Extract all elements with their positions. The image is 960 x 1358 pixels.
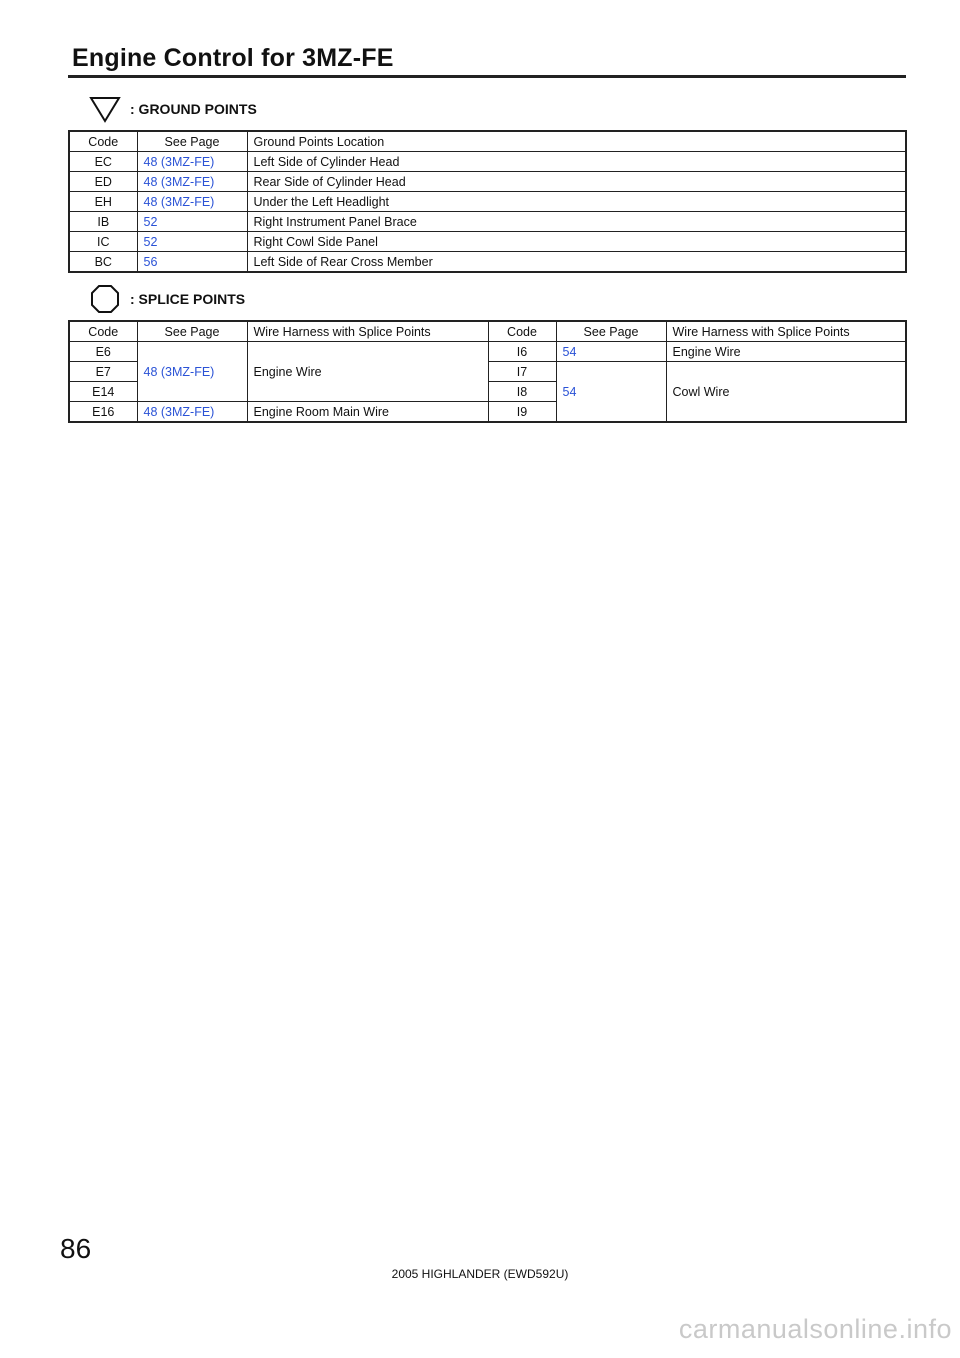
ground-location: Rear Side of Cylinder Head: [247, 172, 906, 192]
see-page-link[interactable]: 48 (3MZ-FE): [137, 402, 247, 423]
splice-code: E16: [69, 402, 137, 423]
wire-harness: Engine Room Main Wire: [247, 402, 488, 423]
ground-points-legend: [80, 92, 257, 126]
column-header: Wire Harness with Splice Points: [666, 321, 906, 342]
ground-location: Under the Left Headlight: [247, 192, 906, 212]
table-header-row: [69, 321, 906, 342]
ground-code: ED: [69, 172, 137, 192]
splice-points-legend: [80, 282, 245, 316]
column-header: Code: [488, 321, 556, 342]
ground-points-heading: : GROUND POINTS: [130, 101, 257, 117]
splice-code: I6: [488, 342, 556, 362]
table-row: [69, 212, 906, 232]
table-row: [69, 192, 906, 212]
see-page-link[interactable]: 54: [556, 342, 666, 362]
column-header: See Page: [556, 321, 666, 342]
ground-code: EC: [69, 152, 137, 172]
column-header: Code: [69, 321, 137, 342]
see-page-link[interactable]: 56: [137, 252, 247, 273]
table-row: [69, 342, 906, 362]
wire-harness: Engine Wire: [247, 342, 488, 402]
column-header: Code: [69, 131, 137, 152]
ground-location: Left Side of Cylinder Head: [247, 152, 906, 172]
octagon-icon: [80, 282, 130, 316]
ground-location: Right Cowl Side Panel: [247, 232, 906, 252]
splice-points-table: [68, 320, 907, 423]
see-page-link[interactable]: 48 (3MZ-FE): [137, 172, 247, 192]
ground-location: Right Instrument Panel Brace: [247, 212, 906, 232]
wire-harness: Engine Wire: [666, 342, 906, 362]
ground-code: BC: [69, 252, 137, 273]
see-page-link[interactable]: 48 (3MZ-FE): [137, 342, 247, 402]
table-row: [69, 232, 906, 252]
see-page-link[interactable]: 54: [556, 362, 666, 423]
column-header: See Page: [137, 321, 247, 342]
ground-code: IB: [69, 212, 137, 232]
page-number: 86: [60, 1233, 92, 1264]
table-row: [69, 152, 906, 172]
table-header-row: [69, 131, 906, 152]
footer-text: 2005 HIGHLANDER (EWD592U): [391, 1267, 569, 1281]
column-header: See Page: [137, 131, 247, 152]
table-row: [69, 252, 906, 273]
ground-points-table: [68, 130, 907, 273]
see-page-link[interactable]: 48 (3MZ-FE): [137, 192, 247, 212]
splice-code: E7: [69, 362, 137, 382]
splice-code: I8: [488, 382, 556, 402]
column-header: Ground Points Location: [247, 131, 906, 152]
see-page-link[interactable]: 48 (3MZ-FE): [137, 152, 247, 172]
title-rule: [68, 75, 906, 78]
ground-code: IC: [69, 232, 137, 252]
splice-code: E6: [69, 342, 137, 362]
see-page-link[interactable]: 52: [137, 232, 247, 252]
ground-code: EH: [69, 192, 137, 212]
see-page-link[interactable]: 52: [137, 212, 247, 232]
splice-points-heading: : SPLICE POINTS: [130, 291, 246, 307]
wire-harness: Cowl Wire: [666, 362, 906, 423]
page-title: Engine Control for 3MZ-FE: [72, 44, 394, 72]
splice-code: I9: [488, 402, 556, 423]
watermark: carmanualsonline.info: [678, 1314, 952, 1344]
splice-code: E14: [69, 382, 137, 402]
ground-location: Left Side of Rear Cross Member: [247, 252, 906, 273]
triangle-down-icon: [80, 92, 130, 126]
table-row: [69, 172, 906, 192]
column-header: Wire Harness with Splice Points: [247, 321, 488, 342]
splice-code: I7: [488, 362, 556, 382]
